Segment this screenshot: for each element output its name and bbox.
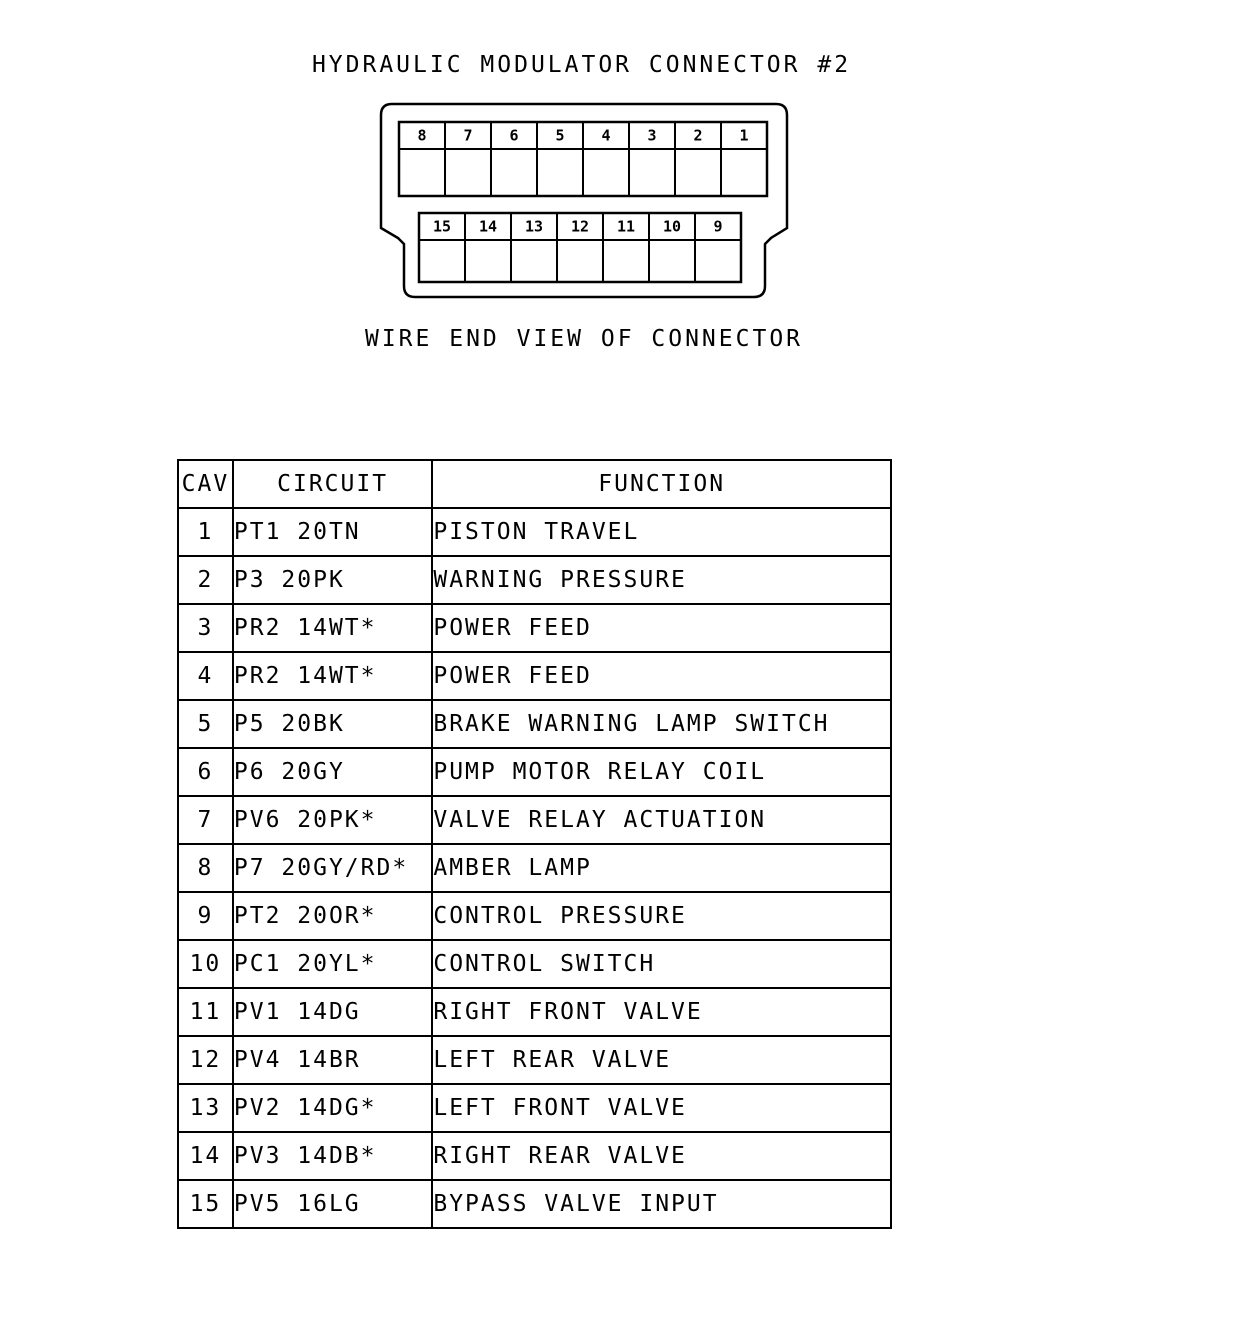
cavity-number: 6 xyxy=(509,126,519,145)
cavity-number: 8 xyxy=(417,126,427,145)
cavity-number: 15 xyxy=(432,217,452,236)
cav-cell: 12 xyxy=(178,1036,233,1084)
cav-cell: 3 xyxy=(178,604,233,652)
function-cell: PISTON TRAVEL xyxy=(432,508,891,556)
circuit-cell: PV3 14DB* xyxy=(233,1132,432,1180)
circuit-cell: PV1 14DG xyxy=(233,988,432,1036)
circuit-cell: P6 20GY xyxy=(233,748,432,796)
cavity-number: 3 xyxy=(647,126,657,145)
cav-cell: 8 xyxy=(178,844,233,892)
function-cell: PUMP MOTOR RELAY COIL xyxy=(432,748,891,796)
circuit-cell: PV4 14BR xyxy=(233,1036,432,1084)
circuit-cell: P7 20GY/RD* xyxy=(233,844,432,892)
function-cell: LEFT REAR VALVE xyxy=(432,1036,891,1084)
circuit-cell: PT2 20OR* xyxy=(233,892,432,940)
table-row xyxy=(178,940,891,988)
cavity-number: 5 xyxy=(555,126,565,145)
circuit-cell: PC1 20YL* xyxy=(233,940,432,988)
cavity-number: 1 xyxy=(739,126,749,145)
header-function: FUNCTION xyxy=(432,460,891,508)
circuit-cell: PV2 14DG* xyxy=(233,1084,432,1132)
table-row xyxy=(178,508,891,556)
function-cell: LEFT FRONT VALVE xyxy=(432,1084,891,1132)
function-cell: VALVE RELAY ACTUATION xyxy=(432,796,891,844)
cavity-number: 13 xyxy=(524,217,544,236)
table-row xyxy=(178,844,891,892)
table-row xyxy=(178,1036,891,1084)
function-cell: POWER FEED xyxy=(432,604,891,652)
table-row xyxy=(178,1084,891,1132)
function-cell: RIGHT FRONT VALVE xyxy=(432,988,891,1036)
table-header-row xyxy=(178,460,891,508)
circuit-cell: P3 20PK xyxy=(233,556,432,604)
table-row xyxy=(178,796,891,844)
top-cavity-row xyxy=(399,122,767,196)
connector-diagram xyxy=(0,0,1248,330)
function-cell: RIGHT REAR VALVE xyxy=(432,1132,891,1180)
cav-cell: 11 xyxy=(178,988,233,1036)
function-cell: BYPASS VALVE INPUT xyxy=(432,1180,891,1228)
cav-cell: 9 xyxy=(178,892,233,940)
circuit-cell: PR2 14WT* xyxy=(233,652,432,700)
cav-cell: 5 xyxy=(178,700,233,748)
cavity-number: 2 xyxy=(693,126,703,145)
cavity-number: 7 xyxy=(463,126,473,145)
function-cell: AMBER LAMP xyxy=(432,844,891,892)
table-row xyxy=(178,1180,891,1228)
circuit-cell: P5 20BK xyxy=(233,700,432,748)
table-row xyxy=(178,700,891,748)
function-cell: CONTROL PRESSURE xyxy=(432,892,891,940)
diagram-title: HYDRAULIC MODULATOR CONNECTOR #2 xyxy=(311,52,852,78)
cav-cell: 6 xyxy=(178,748,233,796)
cavity-number: 14 xyxy=(478,217,498,236)
table-row xyxy=(178,748,891,796)
table-row xyxy=(178,892,891,940)
cav-cell: 13 xyxy=(178,1084,233,1132)
cavity-number: 10 xyxy=(662,217,682,236)
header-circuit: CIRCUIT xyxy=(233,460,432,508)
table-row xyxy=(178,1132,891,1180)
cav-cell: 7 xyxy=(178,796,233,844)
table-row xyxy=(178,988,891,1036)
table-row xyxy=(178,652,891,700)
cavity-number: 12 xyxy=(570,217,590,236)
table-row xyxy=(178,556,891,604)
bottom-cavity-row xyxy=(419,213,741,282)
circuit-cell: PT1 20TN xyxy=(233,508,432,556)
function-cell: CONTROL SWITCH xyxy=(432,940,891,988)
cav-cell: 15 xyxy=(178,1180,233,1228)
circuit-cell: PV6 20PK* xyxy=(233,796,432,844)
diagram-subtitle: WIRE END VIEW OF CONNECTOR xyxy=(364,326,804,352)
header-cav: CAV xyxy=(178,460,233,508)
cav-cell: 14 xyxy=(178,1132,233,1180)
function-cell: BRAKE WARNING LAMP SWITCH xyxy=(432,700,891,748)
cav-cell: 1 xyxy=(178,508,233,556)
circuit-cell: PR2 14WT* xyxy=(233,604,432,652)
cav-cell: 2 xyxy=(178,556,233,604)
cavity-number: 4 xyxy=(601,126,611,145)
cav-cell: 4 xyxy=(178,652,233,700)
table-row xyxy=(178,604,891,652)
cavity-number: 11 xyxy=(616,217,636,236)
circuit-cell: PV5 16LG xyxy=(233,1180,432,1228)
function-cell: WARNING PRESSURE xyxy=(432,556,891,604)
cav-cell: 10 xyxy=(178,940,233,988)
function-cell: POWER FEED xyxy=(432,652,891,700)
pinout-table xyxy=(177,459,892,1229)
cavity-number: 9 xyxy=(713,217,723,236)
